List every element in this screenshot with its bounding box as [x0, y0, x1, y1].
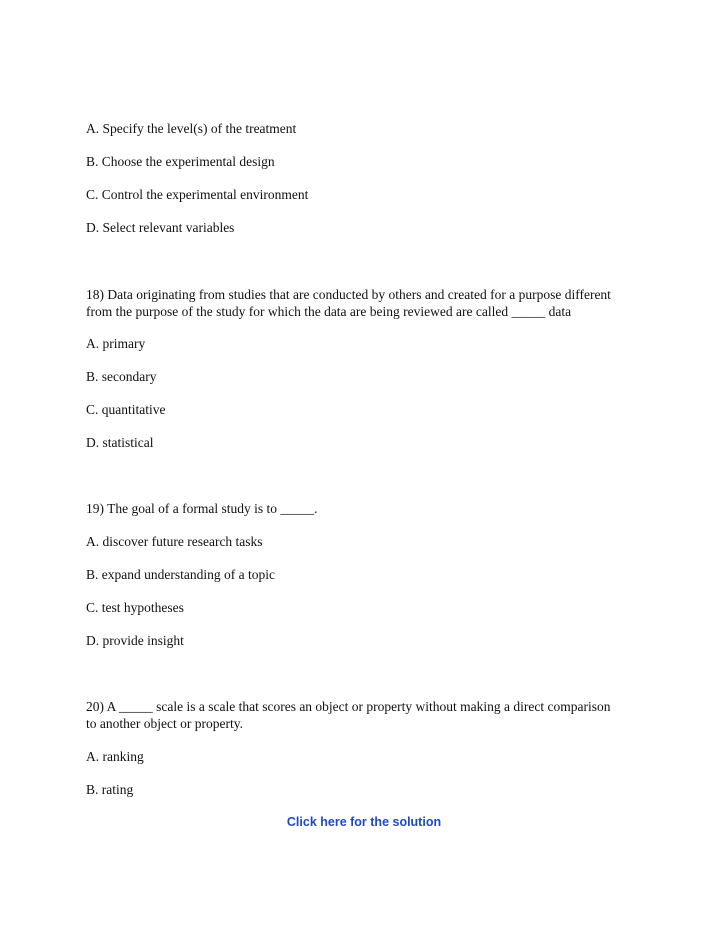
q18-option-d: D. statistical	[86, 435, 154, 450]
q19-option-c: C. test hypotheses	[86, 600, 184, 615]
q20-option-a: A. ranking	[86, 749, 144, 764]
q18-option-a: A. primary	[86, 336, 146, 351]
q19-option-a: A. discover future research tasks	[86, 534, 263, 549]
q18-option-b: B. secondary	[86, 369, 157, 384]
option-c-prev: C. Control the experimental environment	[86, 187, 309, 202]
question-20-line1: 20) A _____ scale is a scale that scores an object or property without making a direct comparison	[86, 699, 611, 714]
question-18-line1: 18) Data originating from studies that are conducted by others and created for a purpose different	[86, 287, 611, 302]
question-18-line2: from the purpose of the study for which the data are being reviewed are called _____ data	[86, 304, 572, 319]
q18-option-c: C. quantitative	[86, 402, 166, 417]
q20-option-b: B. rating	[86, 782, 134, 797]
question-19-line1: 19) The goal of a formal study is to _____.	[86, 501, 318, 516]
option-a-prev: A. Specify the level(s) of the treatment	[86, 121, 297, 136]
solution-link[interactable]: Click here for the solution	[286, 815, 442, 829]
question-20-line2: to another object or property.	[86, 716, 243, 731]
q19-option-d: D. provide insight	[86, 633, 184, 648]
q19-option-b: B. expand understanding of a topic	[86, 567, 275, 582]
option-b-prev: B. Choose the experimental design	[86, 154, 275, 169]
option-d-prev: D. Select relevant variables	[86, 220, 235, 235]
